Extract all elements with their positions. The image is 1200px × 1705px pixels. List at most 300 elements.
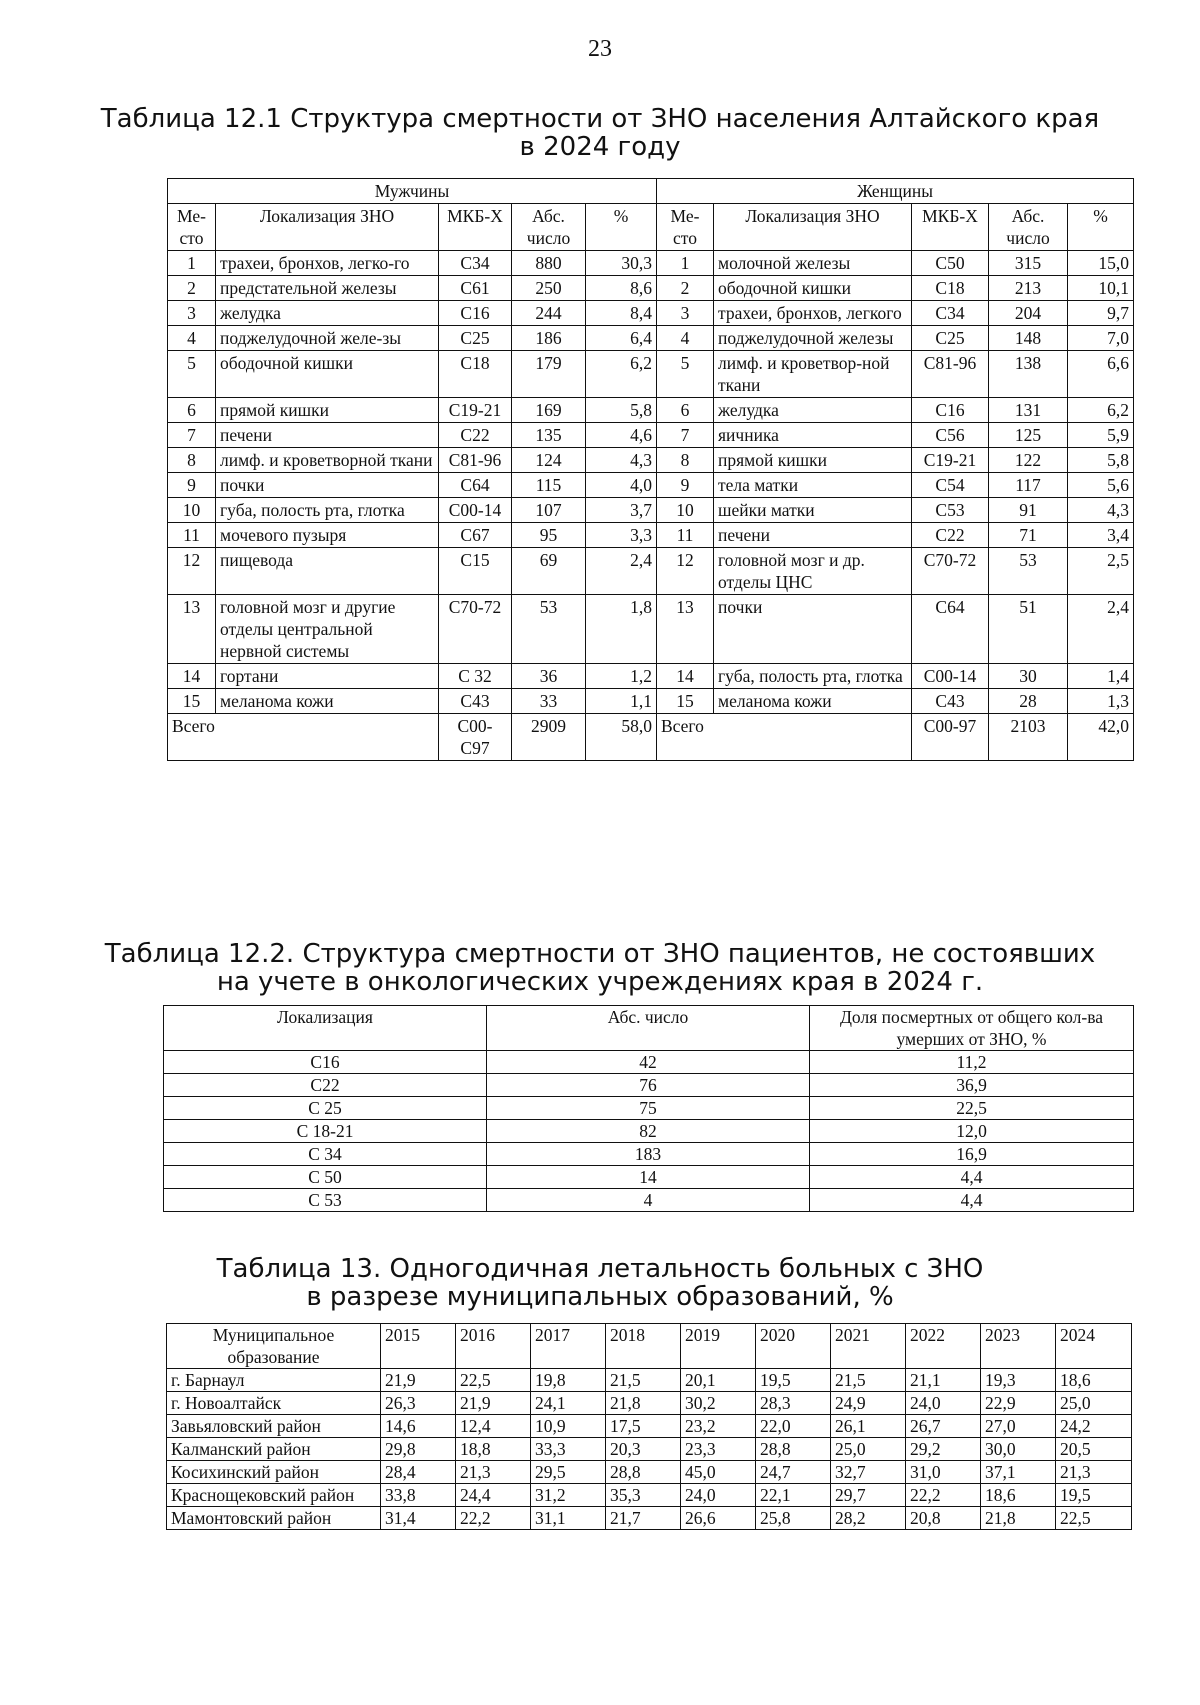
cell-place: 6 (657, 398, 714, 423)
total-label: Всего (657, 714, 912, 761)
cell-localization: гортани (216, 664, 439, 689)
table-row-total (168, 714, 1134, 761)
cell-place: 10 (168, 498, 216, 523)
cell-pct: 6,4 (586, 326, 657, 351)
cell-icd: С19-21 (439, 398, 512, 423)
cell-localization: меланома кожи (714, 689, 912, 714)
cell-abs: 14 (487, 1166, 810, 1189)
cell-abs: 71 (989, 523, 1068, 548)
cell-localization: головной мозг и другие отделы центральной нервной системы (216, 595, 439, 664)
cell-localization: С 25 (164, 1097, 487, 1120)
cell-municipality: Завьяловский район (167, 1415, 381, 1438)
cell-value: 27,0 (981, 1415, 1056, 1438)
cell-value: 22,5 (1056, 1507, 1132, 1530)
cell-localization: мочевого пузыря (216, 523, 439, 548)
cell-municipality: г. Новоалтайск (167, 1392, 381, 1415)
cell-value: 18,6 (1056, 1369, 1132, 1392)
cell-pct: 3,3 (586, 523, 657, 548)
cell-place: 12 (657, 548, 714, 595)
cell-value: 22,2 (906, 1484, 981, 1507)
table3-caption (0, 1255, 1200, 1311)
cell-pct: 2,5 (1068, 548, 1134, 595)
cell-icd: С15 (439, 548, 512, 595)
cell-pct: 1,2 (586, 664, 657, 689)
cell-value: 21,5 (831, 1369, 906, 1392)
cell-value: 18,6 (981, 1484, 1056, 1507)
cell-value: 12,4 (456, 1415, 531, 1438)
cell-value: 26,7 (906, 1415, 981, 1438)
col-header-localization: Локализация ЗНО (216, 204, 439, 251)
cell-value: 31,2 (531, 1484, 606, 1507)
cell-value: 28,4 (381, 1461, 456, 1484)
cell-pct: 4,0 (586, 473, 657, 498)
cell-abs: 125 (989, 423, 1068, 448)
table-row (168, 498, 1134, 523)
cell-pct: 6,2 (1068, 398, 1134, 423)
cell-value: 32,7 (831, 1461, 906, 1484)
col-header-icd: МКБ-Х (912, 204, 989, 251)
cell-abs: 76 (487, 1074, 810, 1097)
cell-value: 37,1 (981, 1461, 1056, 1484)
cell-icd: С70-72 (912, 548, 989, 595)
cell-icd: С70-72 (439, 595, 512, 664)
cell-localization: лимф. и кроветвор-ной ткани (714, 351, 912, 398)
col-header-icd: МКБ-Х (439, 204, 512, 251)
table2-caption-line1: Таблица 12.2. Структура смертности от ЗНО пациентов, не состоявших (104, 939, 1096, 969)
table-row (167, 1392, 1132, 1415)
cell-localization: поджелудочной железы (714, 326, 912, 351)
cell-abs: 91 (989, 498, 1068, 523)
table-row (168, 276, 1134, 301)
cell-pct: 6,6 (1068, 351, 1134, 398)
col-header-abs: Абс. число (512, 204, 586, 251)
cell-localization: С 18-21 (164, 1120, 487, 1143)
cell-value: 31,4 (381, 1507, 456, 1530)
cell-value: 24,4 (456, 1484, 531, 1507)
cell-icd: С34 (439, 251, 512, 276)
cell-abs: 117 (989, 473, 1068, 498)
cell-value: 24,0 (906, 1392, 981, 1415)
cell-value: 30,0 (981, 1438, 1056, 1461)
cell-pct: 3,7 (586, 498, 657, 523)
cell-value: 28,8 (606, 1461, 681, 1484)
cell-place: 1 (168, 251, 216, 276)
table3-header-row (167, 1324, 1132, 1369)
cell-icd: С00-14 (912, 664, 989, 689)
cell-place: 13 (168, 595, 216, 664)
cell-pct: 1,4 (1068, 664, 1134, 689)
cell-localization: С 50 (164, 1166, 487, 1189)
cell-localization: прямой кишки (216, 398, 439, 423)
cell-value: 20,3 (606, 1438, 681, 1461)
cell-abs: 122 (989, 448, 1068, 473)
col-header-year: 2015 (381, 1324, 456, 1369)
cell-abs: 33 (512, 689, 586, 714)
cell-share: 16,9 (810, 1143, 1134, 1166)
cell-value: 28,3 (756, 1392, 831, 1415)
table-row (164, 1097, 1134, 1120)
cell-value: 23,2 (681, 1415, 756, 1438)
cell-icd: С18 (439, 351, 512, 398)
cell-pct: 1,8 (586, 595, 657, 664)
cell-abs: 179 (512, 351, 586, 398)
table2-caption (0, 940, 1200, 996)
cell-abs: 131 (989, 398, 1068, 423)
cell-localization: печени (714, 523, 912, 548)
cell-share: 36,9 (810, 1074, 1134, 1097)
cell-place: 11 (168, 523, 216, 548)
cell-localization: тела матки (714, 473, 912, 498)
cell-localization: пищевода (216, 548, 439, 595)
cell-abs: 75 (487, 1097, 810, 1120)
col-header-pct: % (586, 204, 657, 251)
cell-icd: С53 (912, 498, 989, 523)
cell-value: 33,8 (381, 1484, 456, 1507)
cell-value: 21,5 (606, 1369, 681, 1392)
table-row (168, 595, 1134, 664)
cell-icd: С50 (912, 251, 989, 276)
cell-localization: губа, полость рта, глотка (714, 664, 912, 689)
cell-municipality: Косихинский район (167, 1461, 381, 1484)
total-abs: 2103 (989, 714, 1068, 761)
cell-value: 22,1 (756, 1484, 831, 1507)
cell-pct: 10,1 (1068, 276, 1134, 301)
cell-localization: С 53 (164, 1189, 487, 1212)
col-header-year: 2018 (606, 1324, 681, 1369)
table-row (168, 689, 1134, 714)
cell-icd: С16 (439, 301, 512, 326)
cell-value: 24,9 (831, 1392, 906, 1415)
cell-value: 31,1 (531, 1507, 606, 1530)
table-row (167, 1484, 1132, 1507)
total-icd: С00-97 (912, 714, 989, 761)
cell-municipality: г. Барнаул (167, 1369, 381, 1392)
cell-place: 2 (168, 276, 216, 301)
cell-localization: лимф. и кроветворной ткани (216, 448, 439, 473)
cell-value: 22,0 (756, 1415, 831, 1438)
table-posthumous-mortality (163, 1005, 1134, 1212)
cell-localization: С 34 (164, 1143, 487, 1166)
cell-value: 26,1 (831, 1415, 906, 1438)
col-header-municipality: Муниципальное образование (167, 1324, 381, 1369)
cell-abs: 213 (989, 276, 1068, 301)
cell-localization: головной мозг и др. отделы ЦНС (714, 548, 912, 595)
cell-value: 28,8 (756, 1438, 831, 1461)
cell-icd: С64 (439, 473, 512, 498)
col-header-localization: Локализация (164, 1006, 487, 1051)
col-header-place: Ме-сто (657, 204, 714, 251)
cell-pct: 8,4 (586, 301, 657, 326)
cell-abs: 28 (989, 689, 1068, 714)
cell-abs: 53 (989, 548, 1068, 595)
cell-localization: почки (216, 473, 439, 498)
cell-pct: 4,6 (586, 423, 657, 448)
table-one-year-lethality (166, 1323, 1132, 1530)
cell-pct: 5,6 (1068, 473, 1134, 498)
col-header-share: Доля посмертных от общего кол-ва умерших от ЗНО, % (810, 1006, 1134, 1051)
cell-icd: С61 (439, 276, 512, 301)
table-row (168, 548, 1134, 595)
cell-localization: шейки матки (714, 498, 912, 523)
cell-place: 7 (168, 423, 216, 448)
cell-pct: 9,7 (1068, 301, 1134, 326)
cell-municipality: Мамонтовский район (167, 1507, 381, 1530)
cell-value: 19,8 (531, 1369, 606, 1392)
cell-icd: С25 (912, 326, 989, 351)
cell-share: 4,4 (810, 1189, 1134, 1212)
cell-value: 29,5 (531, 1461, 606, 1484)
table-row (164, 1166, 1134, 1189)
col-header-abs: Абс. число (487, 1006, 810, 1051)
table3-body (167, 1369, 1132, 1530)
cell-icd: С43 (912, 689, 989, 714)
cell-value: 17,5 (606, 1415, 681, 1438)
cell-value: 45,0 (681, 1461, 756, 1484)
cell-abs: 204 (989, 301, 1068, 326)
cell-place: 6 (168, 398, 216, 423)
table-row (164, 1051, 1134, 1074)
cell-value: 22,2 (456, 1507, 531, 1530)
cell-pct: 7,0 (1068, 326, 1134, 351)
cell-pct: 4,3 (586, 448, 657, 473)
cell-abs: 250 (512, 276, 586, 301)
table-row (167, 1507, 1132, 1530)
cell-abs: 107 (512, 498, 586, 523)
cell-value: 25,0 (831, 1438, 906, 1461)
cell-value: 22,9 (981, 1392, 1056, 1415)
col-header-abs: Абс. число (989, 204, 1068, 251)
cell-icd: С00-14 (439, 498, 512, 523)
cell-value: 19,5 (756, 1369, 831, 1392)
cell-icd: С43 (439, 689, 512, 714)
group-header-women: Женщины (657, 179, 1134, 204)
table3-caption-line2: в разрезе муниципальных образований, % (306, 1282, 894, 1312)
cell-localization: предстательной железы (216, 276, 439, 301)
cell-pct: 5,8 (586, 398, 657, 423)
cell-icd: С34 (912, 301, 989, 326)
cell-pct: 4,3 (1068, 498, 1134, 523)
cell-abs: 880 (512, 251, 586, 276)
table-row (164, 1143, 1134, 1166)
cell-place: 1 (657, 251, 714, 276)
cell-place: 3 (168, 301, 216, 326)
cell-value: 24,7 (756, 1461, 831, 1484)
cell-value: 29,7 (831, 1484, 906, 1507)
table-row (168, 398, 1134, 423)
cell-pct: 30,3 (586, 251, 657, 276)
cell-abs: 53 (512, 595, 586, 664)
table-row (167, 1369, 1132, 1392)
table-row (164, 1120, 1134, 1143)
cell-localization: яичника (714, 423, 912, 448)
cell-abs: 69 (512, 548, 586, 595)
cell-place: 12 (168, 548, 216, 595)
cell-pct: 8,6 (586, 276, 657, 301)
col-header-year: 2023 (981, 1324, 1056, 1369)
cell-value: 22,5 (456, 1369, 531, 1392)
cell-place: 14 (168, 664, 216, 689)
table-row (167, 1461, 1132, 1484)
cell-value: 10,9 (531, 1415, 606, 1438)
cell-place: 11 (657, 523, 714, 548)
cell-abs: 169 (512, 398, 586, 423)
cell-abs: 148 (989, 326, 1068, 351)
table-mortality-structure (167, 178, 1134, 761)
table-row (168, 473, 1134, 498)
cell-share: 4,4 (810, 1166, 1134, 1189)
cell-abs: 4 (487, 1189, 810, 1212)
cell-value: 29,8 (381, 1438, 456, 1461)
cell-value: 21,8 (981, 1507, 1056, 1530)
total-icd: С00-С97 (439, 714, 512, 761)
table1-caption-line1: Таблица 12.1 Структура смертности от ЗНО населения Алтайского края (100, 104, 1100, 134)
cell-localization: меланома кожи (216, 689, 439, 714)
cell-share: 11,2 (810, 1051, 1134, 1074)
cell-localization: трахеи, бронхов, легко-го (216, 251, 439, 276)
cell-value: 26,6 (681, 1507, 756, 1530)
group-header-men: Мужчины (168, 179, 657, 204)
cell-place: 7 (657, 423, 714, 448)
cell-place: 8 (657, 448, 714, 473)
cell-place: 5 (657, 351, 714, 398)
cell-value: 35,3 (606, 1484, 681, 1507)
cell-icd: С64 (912, 595, 989, 664)
cell-share: 12,0 (810, 1120, 1134, 1143)
cell-value: 20,5 (1056, 1438, 1132, 1461)
table-row (168, 301, 1134, 326)
total-abs: 2909 (512, 714, 586, 761)
table-row (168, 523, 1134, 548)
cell-localization: печени (216, 423, 439, 448)
table1-caption-line2: в 2024 году (519, 132, 681, 162)
total-pct: 42,0 (1068, 714, 1134, 761)
col-header-year: 2019 (681, 1324, 756, 1369)
cell-value: 19,5 (1056, 1484, 1132, 1507)
cell-value: 24,0 (681, 1484, 756, 1507)
cell-abs: 115 (512, 473, 586, 498)
table3-caption-line1: Таблица 13. Одногодичная летальность больных с ЗНО (216, 1254, 984, 1284)
cell-place: 9 (168, 473, 216, 498)
cell-localization: почки (714, 595, 912, 664)
cell-localization: трахеи, бронхов, легкого (714, 301, 912, 326)
col-header-year: 2016 (456, 1324, 531, 1369)
cell-icd: С22 (912, 523, 989, 548)
cell-value: 21,3 (456, 1461, 531, 1484)
cell-value: 21,7 (606, 1507, 681, 1530)
cell-localization: желудка (714, 398, 912, 423)
cell-place: 9 (657, 473, 714, 498)
cell-pct: 1,3 (1068, 689, 1134, 714)
table-row (168, 351, 1134, 398)
cell-value: 23,3 (681, 1438, 756, 1461)
cell-pct: 3,4 (1068, 523, 1134, 548)
cell-municipality: Краснощековский район (167, 1484, 381, 1507)
table-row (167, 1438, 1132, 1461)
table1-body (168, 251, 1134, 714)
table-row (168, 448, 1134, 473)
cell-value: 20,8 (906, 1507, 981, 1530)
cell-place: 5 (168, 351, 216, 398)
table2-caption-line2: на учете в онкологических учреждениях края в 2024 г. (216, 967, 984, 997)
cell-icd: С19-21 (912, 448, 989, 473)
cell-pct: 2,4 (1068, 595, 1134, 664)
cell-icd: С25 (439, 326, 512, 351)
cell-value: 21,9 (456, 1392, 531, 1415)
cell-place: 8 (168, 448, 216, 473)
total-label: Всего (168, 714, 439, 761)
table1-caption (0, 105, 1200, 161)
cell-pct: 5,9 (1068, 423, 1134, 448)
cell-abs: 244 (512, 301, 586, 326)
cell-abs: 82 (487, 1120, 810, 1143)
cell-localization: молочной железы (714, 251, 912, 276)
table-row (164, 1074, 1134, 1097)
table2-body (164, 1051, 1134, 1212)
cell-icd: С81-96 (439, 448, 512, 473)
cell-place: 10 (657, 498, 714, 523)
cell-value: 26,3 (381, 1392, 456, 1415)
cell-place: 3 (657, 301, 714, 326)
cell-localization: ободочной кишки (216, 351, 439, 398)
cell-abs: 30 (989, 664, 1068, 689)
cell-abs: 51 (989, 595, 1068, 664)
cell-value: 25,8 (756, 1507, 831, 1530)
cell-abs: 186 (512, 326, 586, 351)
cell-icd: С54 (912, 473, 989, 498)
cell-pct: 15,0 (1068, 251, 1134, 276)
cell-icd: С67 (439, 523, 512, 548)
cell-pct: 6,2 (586, 351, 657, 398)
cell-abs: 135 (512, 423, 586, 448)
table-row (167, 1415, 1132, 1438)
cell-place: 15 (657, 689, 714, 714)
cell-municipality: Калманский район (167, 1438, 381, 1461)
cell-pct: 1,1 (586, 689, 657, 714)
col-header-pct: % (1068, 204, 1134, 251)
cell-place: 4 (168, 326, 216, 351)
cell-icd: С16 (912, 398, 989, 423)
cell-abs: 183 (487, 1143, 810, 1166)
cell-value: 21,8 (606, 1392, 681, 1415)
cell-icd: С18 (912, 276, 989, 301)
cell-value: 20,1 (681, 1369, 756, 1392)
cell-value: 14,6 (381, 1415, 456, 1438)
cell-value: 21,1 (906, 1369, 981, 1392)
cell-abs: 138 (989, 351, 1068, 398)
cell-value: 25,0 (1056, 1392, 1132, 1415)
cell-place: 14 (657, 664, 714, 689)
col-header-year: 2020 (756, 1324, 831, 1369)
col-header-year: 2022 (906, 1324, 981, 1369)
cell-value: 19,3 (981, 1369, 1056, 1392)
cell-pct: 2,4 (586, 548, 657, 595)
cell-value: 28,2 (831, 1507, 906, 1530)
cell-pct: 5,8 (1068, 448, 1134, 473)
cell-value: 30,2 (681, 1392, 756, 1415)
cell-value: 21,3 (1056, 1461, 1132, 1484)
cell-value: 18,8 (456, 1438, 531, 1461)
cell-abs: 95 (512, 523, 586, 548)
cell-localization: прямой кишки (714, 448, 912, 473)
col-header-year: 2017 (531, 1324, 606, 1369)
cell-place: 15 (168, 689, 216, 714)
cell-place: 2 (657, 276, 714, 301)
cell-localization: С22 (164, 1074, 487, 1097)
table-row (168, 423, 1134, 448)
cell-localization: С16 (164, 1051, 487, 1074)
cell-localization: поджелудочной желе-зы (216, 326, 439, 351)
table-row (164, 1189, 1134, 1212)
